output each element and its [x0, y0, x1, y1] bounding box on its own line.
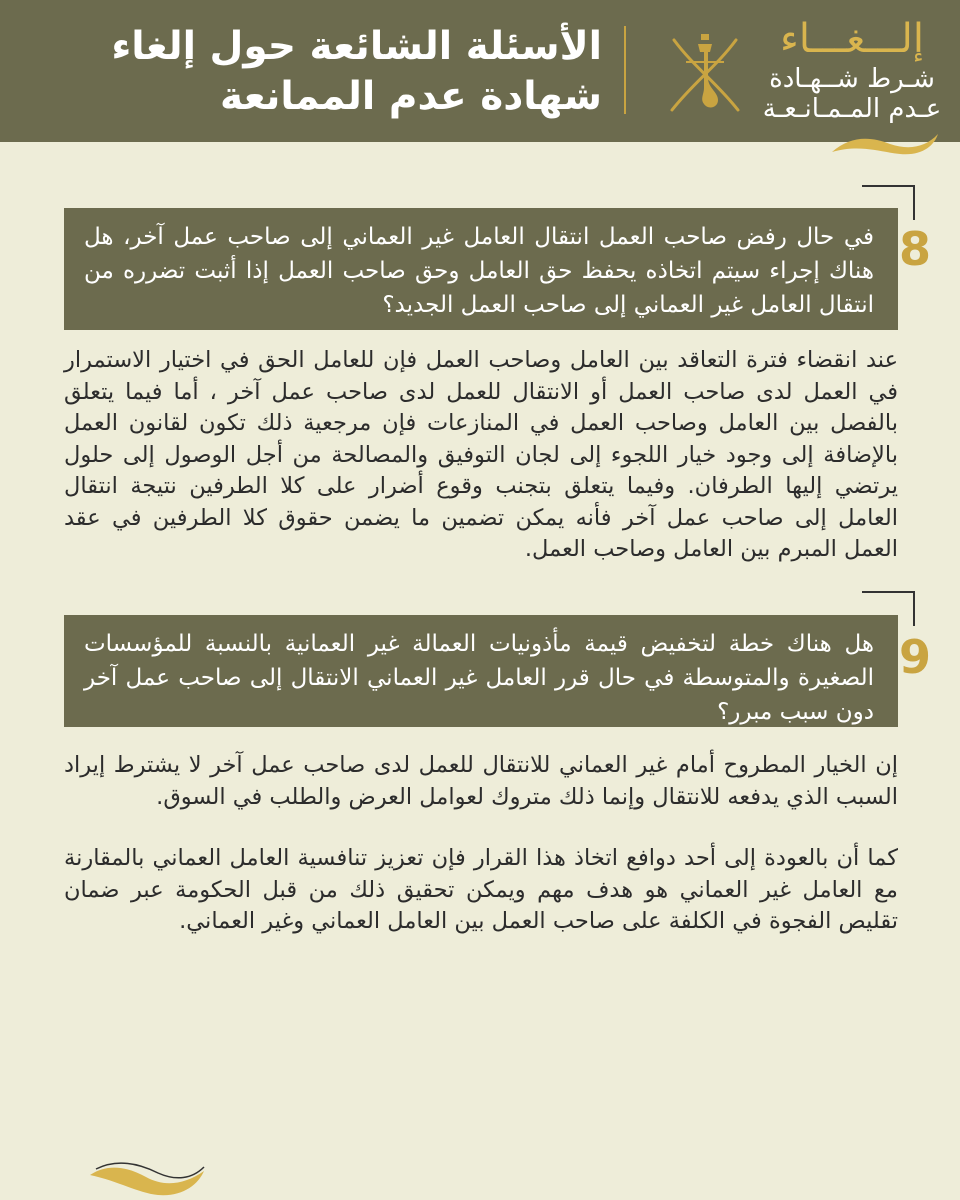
logo-line-2: عـدم المـمـانـعـة — [762, 94, 942, 124]
logo-word: إلـــغـــاء — [780, 16, 924, 62]
logo-line-1: شـرط شــهـادة — [769, 64, 935, 94]
header-banner — [0, 0, 960, 142]
campaign-logo — [762, 14, 942, 124]
answer-8-paragraph: عند انقضاء فترة التعاقد بين العامل وصاحب العمل فإن للعامل الحق في اختيار الاستمرار في العمل لدى صاحب العمل أو الانتقال للعمل لدى صاحب عمل آخر ، أما فيما يتعلق بالفصل بين العامل وصاحب العمل في المنازعات فإن مرجعية ذلك تكون لقانون العمل بالإضافة إلى وجود خيار اللجوء إلى لجان التوفيق والمصالحة من أجل الوصول إلى حلول يرتضي إليها الطرفان. وفيما يتعلق بتجنب وقوع أضرار على كلا الطرفين نتيجة انتقال العامل إلى صاحب عمل آخر فأنه يمكن تضمين ما يضمن حقوق كلا الطرفين في عقد العمل المبرم بين العامل وصاحب العمل. — [64, 347, 898, 562]
page-title: الأسئلة الشائعة حول إلغاء شهادة عدم الممانعة — [111, 24, 602, 119]
question-8-box: في حال رفض صاحب العمل انتقال العامل غير العماني إلى صاحب عمل آخر، هل هناك إجراء سيتم اتخاذه يحفظ حق العامل وحق صاحب العمل إذا أثبت تضرره من انتقال العامل غير العماني إلى صاحب العمل الجديد؟ — [64, 208, 898, 330]
question-8-number: 8 — [898, 222, 931, 276]
answer-9 — [64, 750, 898, 938]
gold-ribbon-decoration — [830, 130, 940, 158]
header-divider — [624, 26, 626, 114]
answer-8 — [64, 345, 898, 566]
question-9-number: 9 — [898, 630, 931, 684]
answer-9-paragraph-2: كما أن بالعودة إلى أحد دوافع اتخاذ هذا القرار فإن تعزيز تنافسية العامل العماني بالمقارنة مع العامل غير العماني هو هدف مهم ويمكن تحقيق ذلك من قبل الحكومة عبر ضمان تقليص الفجوة في الكلفة على صاحب العمل بين العامل العماني وغير العماني. — [64, 845, 898, 934]
answer-9-paragraph-1: إن الخيار المطروح أمام غير العماني للانتقال للعمل لدى صاحب عمل آخر لا يشترط إيراد السبب الذي يدفعه للانتقال وإنما ذلك متروك لعوامل العرض والطلب في السوق. — [64, 752, 898, 810]
oman-emblem-icon — [664, 22, 746, 122]
question-9-box: هل هناك خطة لتخفيض قيمة مأذونيات العمالة غير العمانية بالنسبة للمؤسسات الصغيرة والمتوسطة في حال قرر العامل غير العماني الانتقال إلى صاحب عمل آخر دون سبب مبرر؟ — [64, 615, 898, 727]
bottom-ribbon-decoration — [88, 1155, 208, 1200]
